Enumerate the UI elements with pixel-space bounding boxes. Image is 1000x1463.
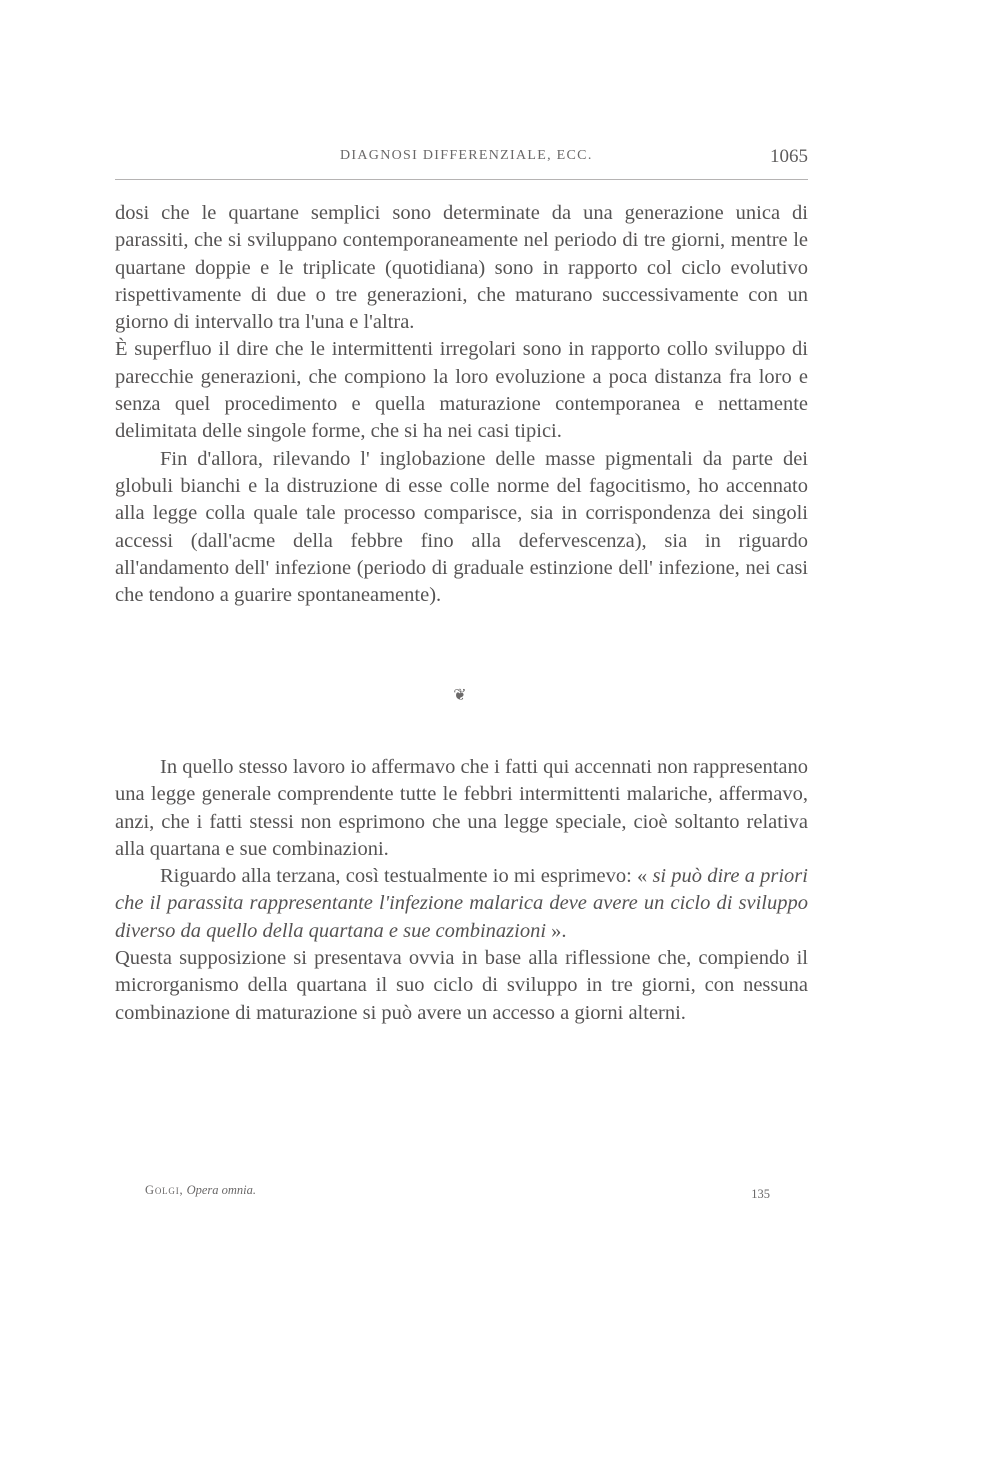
quote-close: ». xyxy=(546,919,567,942)
paragraph: In quello stesso lavoro io affermavo che i fatti qui accennati non rappresentano una legge generale comprendente tutte le febbri intermittenti malariche, affermavo, anzi, che i fatti stessi non esprimono che una legge speciale, cioè soltanto relativa alla quartana e sue combinazioni. xyxy=(115,756,808,860)
header-rule xyxy=(115,179,808,180)
paragraph-continued: dosi che le quartane semplici sono determinate da una generazione unica di parassiti, che si sviluppano contemporaneamente nel periodo di tre giorni, mentre le quartane doppie e le triplicate (quotidiana) sono in rapporto col ciclo evolutivo rispettivamente di due o tre generazioni, che maturano successivamente con un giorno di intervallo tra l'una e l'altra. xyxy=(115,202,808,334)
running-title: DIAGNOSI DIFFERENZIALE, ECC. xyxy=(340,148,593,163)
quote-intro: Riguardo alla terzana, così testualmente io mi esprimevo: « xyxy=(160,865,653,888)
paragraph-quotation xyxy=(115,863,808,945)
section-ornament: ❦ xyxy=(453,687,467,704)
running-head xyxy=(115,148,808,178)
page-number: 1065 xyxy=(770,146,808,167)
footer-author: Golgi, xyxy=(145,1183,184,1197)
text-block-lower xyxy=(115,754,808,1027)
paragraph: Fin d'allora, rilevando l' inglobazione delle masse pigmentali da parte dei globuli bianchi e la distruzione di esse colle norme del fagocitismo, ho accennato alla legge colla quale tale processo comparisce, sia in corrispondenza dei singoli accessi (dall'acme della febbre fino alla defervescenza), sia in riguardo all'andamento dell' infezione (periodo di graduale estinzione dell' infezione, nei casi che tendono a guarire spontaneamente). xyxy=(115,447,808,607)
page-footer xyxy=(145,1183,770,1207)
signature-mark: 135 xyxy=(751,1187,770,1201)
italic-quotation: si può dire a priori che il parassita rappresentante l'infezione malarica deve avere un ciclo di sviluppo diverso da quello della quartana e sue combinazioni xyxy=(115,865,808,942)
text-block-upper xyxy=(115,200,808,609)
paragraph: È superfluo il dire che le intermittenti irregolari sono in rapporto collo sviluppo di parecchie generazioni, che compiono la loro evoluzione a poca distanza fra loro e senza quel procedimento e quella maturazione contemporanea e nettamente delimitata delle singole forme, che si ha nei casi tipici. xyxy=(115,338,808,443)
footer-work-title: Opera omnia. xyxy=(186,1183,257,1197)
paragraph: Questa supposizione si presentava ovvia in base alla riflessione che, compiendo il microrganismo della quartana il suo ciclo di sviluppo in tre giorni, con nessuna combinazione di maturazione si può avere un accesso a giorni alterni. xyxy=(115,947,808,1024)
